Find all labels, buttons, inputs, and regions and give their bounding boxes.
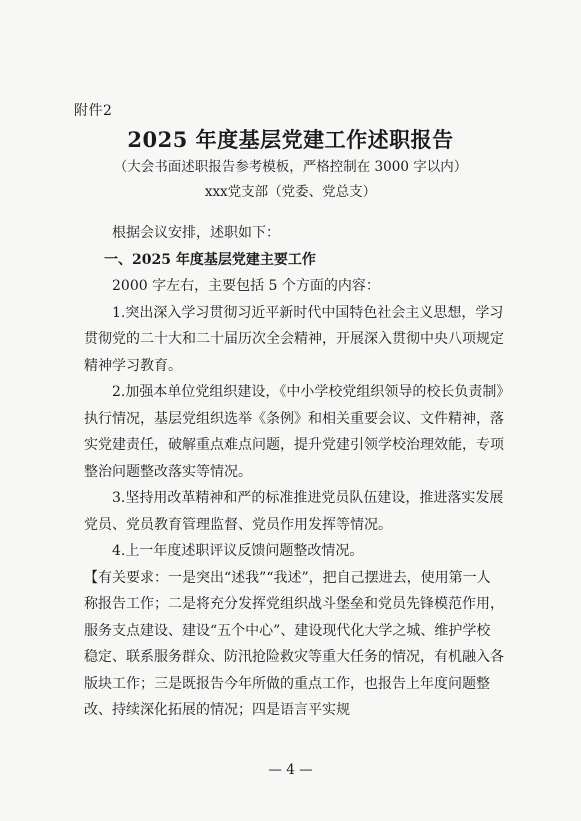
item-1-paragraph: 1.突出深入学习贯彻习近平新时代中国特色社会主义思想，学习贯彻党的二十大和二十届历次全会精神，开展深入贯彻中央八项规定精神学习教育。: [84, 304, 504, 374]
page-number: — 4 —: [268, 762, 313, 778]
section-heading: 一、2025 年度基层党建主要工作: [104, 251, 316, 268]
item-4-paragraph: 4.上一年度述职评议反馈问题整改情况。: [112, 543, 364, 559]
item-2-paragraph: 2.加强本单位党组织建设，《中小学校党组织领导的校长负责制》执行情况，基层党组织选举《条例》和相关重要会议、文件精神，落实党建责任，破解重点难点问题，提升党建引领学校治理效能，专项整治问题整改落实等情况。: [84, 384, 504, 480]
attachment-label: 附件2: [74, 103, 113, 119]
party-branch-name: xxx党支部（党委、党总支）: [204, 184, 377, 200]
report-body: [84, 220, 504, 724]
item-3-paragraph: 3.坚持用改革精神和严的标准推进党员队伍建设，推进落实发展党员、党员教育管理监督、党员作用发挥等情况。: [84, 490, 504, 533]
requirements-paragraph: 【有关要求：一是突出“述我”“我述”，把自己摆进去，使用第一人称报告工作；二是将充分发挥党组织战斗堡垒和党员先锋模范作用，服务支点建设、建设“五个中心”、建设现代化大学之城、维护学校稳定、联系服务群众、防汛抢险救灾等重大任务的情况，有机融入各版块工作；三是既报告今年所做的重点工作，也报告上年度问题整改、持续深化拓展的情况；四是语言平实规: [84, 569, 504, 718]
section-summary: 2000 字左右，主要包括 5 个方面的内容：: [112, 278, 380, 294]
report-title: 2025 年度基层党建工作述职报告: [127, 127, 454, 152]
intro-paragraph: 根据会议安排，述职如下：: [112, 225, 280, 241]
report-subtitle: （大会书面述职报告参考模板，严格控制在 3000 字以内）: [113, 159, 468, 175]
